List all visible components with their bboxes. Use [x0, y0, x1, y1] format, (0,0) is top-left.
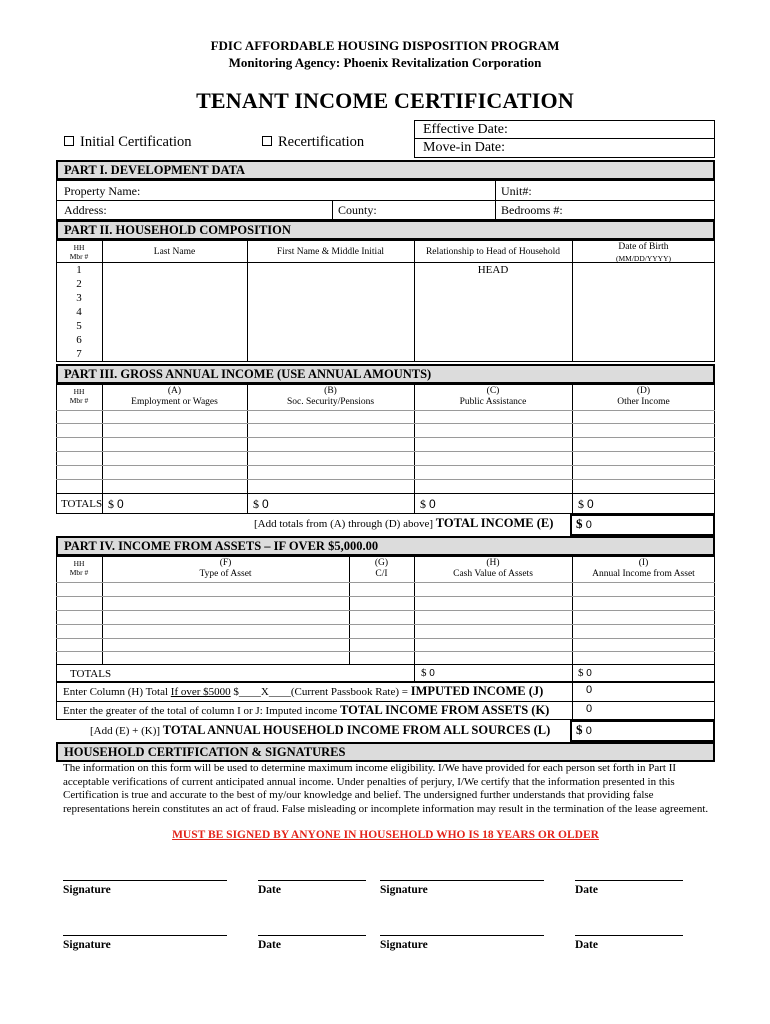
col-relationship: Relationship to Head of Household: [425, 247, 561, 257]
signature-label: Signature: [380, 939, 428, 951]
col-a-label: Employment or Wages: [131, 397, 218, 407]
col-a-letter: (A): [167, 386, 182, 396]
col-c-letter: (C): [486, 386, 500, 396]
divider: [572, 682, 573, 720]
checkbox-icon[interactable]: [262, 136, 272, 146]
col-g-letter: (G): [374, 558, 389, 568]
initial-certification-option[interactable]: Initial Certification: [64, 134, 192, 151]
date-line-3[interactable]: [258, 935, 366, 936]
divider: [102, 240, 103, 362]
mbr-label: Mbr #: [69, 252, 89, 261]
hh-label: HH: [73, 387, 85, 396]
col-b-letter: (B): [324, 386, 337, 396]
col-f-letter: (F): [219, 558, 232, 568]
row-line: [56, 437, 715, 438]
imputed-income-label: IMPUTED INCOME (J): [410, 684, 544, 698]
mbr-label: Mbr #: [69, 568, 89, 577]
certification-text: The information on this form will be used to determine maximum income eligibility. I/We have provided for each person set forth in Part II acceptable verifications of current anticipated annual income. Under penalties of perjury, I/We certify that the information presented in this Certification is true and accurate to the best of my/our knowledge and belief. The undersigned further understands that providing false representations herein constitutes an act of fraud. False misleading or incomplete information may result in the termination of the lease agreement.: [63, 762, 709, 815]
greater-of-text: Enter the greater of the total of column I or J: Imputed income TOTAL INCOME FROM ASSETS (K): [63, 703, 550, 717]
signature-label: Signature: [380, 884, 428, 896]
row-line: [56, 610, 715, 611]
hh-label: HH: [73, 559, 85, 568]
date-label: Date: [575, 939, 598, 951]
part1-header: PART I. DEVELOPMENT DATA: [56, 160, 715, 180]
row-line: [56, 651, 715, 652]
hh-label: HH: [73, 243, 85, 252]
signature-line-2[interactable]: [380, 880, 544, 881]
checkbox-icon[interactable]: [64, 136, 74, 146]
date-line-2[interactable]: [575, 880, 683, 881]
date-line-4[interactable]: [575, 935, 683, 936]
col-c-label: Public Assistance: [459, 397, 527, 407]
date-label: Date: [258, 939, 281, 951]
effective-date-field[interactable]: Effective Date:: [415, 121, 714, 139]
row-line: [56, 423, 715, 424]
member-row-number: 1: [76, 264, 82, 276]
row-line: [56, 638, 715, 639]
col-first-name: First Name & Middle Initial: [276, 247, 385, 257]
totals-label: TOTALS: [70, 668, 112, 680]
divider: [247, 240, 248, 362]
total-b-field[interactable]: $ 0: [253, 497, 269, 511]
col-i-letter: (I): [638, 558, 649, 568]
add-ek-text: [Add (E) + (K)] TOTAL ANNUAL HOUSEHOLD INCOME FROM ALL SOURCES (L): [90, 723, 551, 737]
property-name-field[interactable]: Property Name:: [64, 184, 141, 198]
row-line: [56, 465, 715, 466]
row-line: [56, 596, 715, 597]
signature-label: Signature: [63, 939, 111, 951]
divider: [56, 200, 715, 201]
divider: [414, 240, 415, 362]
address-field[interactable]: Address:: [64, 203, 107, 217]
col-h-letter: (H): [486, 558, 500, 568]
total-income-label: TOTAL INCOME (E): [435, 516, 554, 530]
col-dob: Date of Birth: [618, 242, 669, 252]
col-f-label: Type of Asset: [199, 569, 252, 579]
total-a-field[interactable]: $ 0: [108, 497, 124, 511]
recertification-option[interactable]: Recertification: [262, 134, 364, 151]
signature-label: Signature: [63, 884, 111, 896]
add-totals-note: [Add totals from (A) through (D) above] TOTAL INCOME (E): [254, 516, 554, 530]
totals-label: TOTALS: [61, 498, 103, 510]
col-b-label: Soc. Security/Pensions: [286, 397, 375, 407]
date-label: Date: [575, 884, 598, 896]
divider: [332, 200, 333, 220]
member-row-number: 4: [76, 306, 82, 318]
grand-total-value: $ 0: [576, 722, 592, 737]
move-in-date-field[interactable]: Move-in Date:: [423, 140, 506, 155]
monitoring-agency: Monitoring Agency: Phoenix Revitalization Corporation: [228, 55, 542, 70]
part2-header: PART II. HOUSEHOLD COMPOSITION: [56, 220, 715, 240]
certification-header: HOUSEHOLD CERTIFICATION & SIGNATURES: [56, 742, 715, 762]
member-row-number: 3: [76, 292, 82, 304]
row-line: [56, 479, 715, 480]
divider: [495, 180, 496, 220]
total-h-field[interactable]: $ 0: [421, 667, 435, 679]
col-dob-format: (MM/DD/YYYY): [616, 254, 671, 263]
county-field[interactable]: County:: [338, 203, 377, 217]
enter-column-h-text: Enter Column (H) Total If over $5000 $____X____(Current Passbook Rate) = IMPUTED INCOME (J): [63, 684, 544, 698]
date-line-1[interactable]: [258, 880, 366, 881]
signature-line-4[interactable]: [380, 935, 544, 936]
dates-box: [414, 120, 715, 158]
total-c-field[interactable]: $ 0: [420, 497, 436, 511]
total-assets-value[interactable]: 0: [586, 703, 593, 715]
col-i-label: Annual Income from Asset: [592, 569, 695, 579]
part3-header: PART III. GROSS ANNUAL INCOME (USE ANNUAL AMOUNTS): [56, 364, 715, 384]
mbr-label: Mbr #: [69, 396, 89, 405]
imputed-income-value[interactable]: 0: [586, 684, 593, 696]
head-of-household: HEAD: [477, 264, 509, 276]
col-d-label: Other Income: [617, 397, 670, 407]
unit-field[interactable]: Unit#:: [501, 184, 532, 198]
row-line: [56, 582, 715, 583]
col-d-letter: (D): [636, 386, 651, 396]
member-row-number: 2: [76, 278, 82, 290]
divider: [56, 664, 715, 665]
part4-header: PART IV. INCOME FROM ASSETS – IF OVER $5,000.00: [56, 536, 715, 556]
total-i-field[interactable]: $ 0: [578, 667, 592, 679]
total-income-value: $ 0: [576, 516, 592, 531]
total-d-field[interactable]: $ 0: [578, 497, 594, 511]
signature-line-3[interactable]: [63, 935, 227, 936]
program-title: FDIC AFFORDABLE HOUSING DISPOSITION PROGRAM: [210, 38, 560, 53]
divider: [56, 493, 715, 494]
grand-total-label: TOTAL ANNUAL HOUSEHOLD INCOME FROM ALL SOURCES (L): [162, 723, 551, 737]
row-line: [56, 624, 715, 625]
row-line: [56, 410, 715, 411]
member-row-number: 5: [76, 320, 82, 332]
bedrooms-field[interactable]: Bedrooms #:: [501, 203, 563, 217]
signature-line-1[interactable]: [63, 880, 227, 881]
row-line: [56, 451, 715, 452]
form-title: TENANT INCOME CERTIFICATION: [196, 88, 574, 113]
col-g-label: C/I: [375, 569, 388, 579]
total-assets-label: TOTAL INCOME FROM ASSETS (K): [340, 703, 550, 717]
col-last-name: Last Name: [153, 247, 196, 257]
divider: [56, 701, 715, 702]
must-sign-notice: MUST BE SIGNED BY ANYONE IN HOUSEHOLD WHO IS 18 YEARS OR OLDER: [172, 829, 599, 841]
member-row-number: 7: [76, 348, 82, 360]
member-row-number: 6: [76, 334, 82, 346]
col-h-label: Cash Value of Assets: [453, 569, 533, 579]
date-label: Date: [258, 884, 281, 896]
